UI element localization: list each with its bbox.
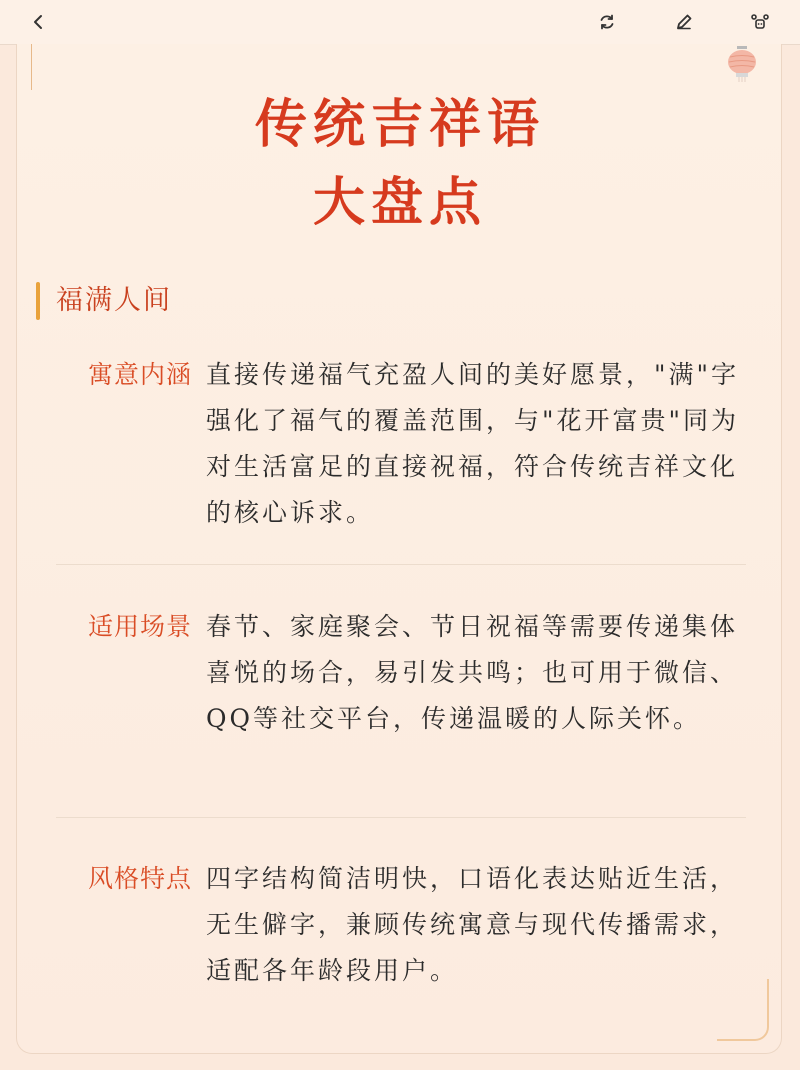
divider [56,564,746,565]
row-label: 风格特点 [88,864,193,893]
row-label: 适用场景 [88,612,193,641]
lantern-icon [726,46,758,82]
row-text: 直接传递福气充盈人间的美好愿景，"满"字强化了福气的覆盖范围，与"花开富贵"同为对生活富足的直接祝福，符合传统吉祥文化的核心诉求。 [206,360,739,527]
top-toolbar [0,0,800,45]
share-icon[interactable] [746,8,774,36]
section-title: 福满人间 [56,285,172,316]
page-subtitle: 大盘点 [312,173,487,233]
row-label: 寓意内涵 [88,360,193,389]
divider [56,817,746,818]
row-text: 春节、家庭聚会、节日祝福等需要传递集体喜悦的场合，易引发共鸣；也可用于微信、QQ等社交平台，传递温暖的人际关怀。 [206,612,739,733]
chevron-left-icon[interactable] [24,8,52,36]
section-accent-bar [36,282,40,320]
refresh-icon[interactable] [593,8,621,36]
page-title: 传统吉祥语 [254,95,545,155]
row-text: 四字结构简洁明快，口语化表达贴近生活，无生僻字，兼顾传统寓意与现代传播需求，适配各年龄段用户。 [206,864,739,985]
pencil-icon[interactable] [670,8,698,36]
